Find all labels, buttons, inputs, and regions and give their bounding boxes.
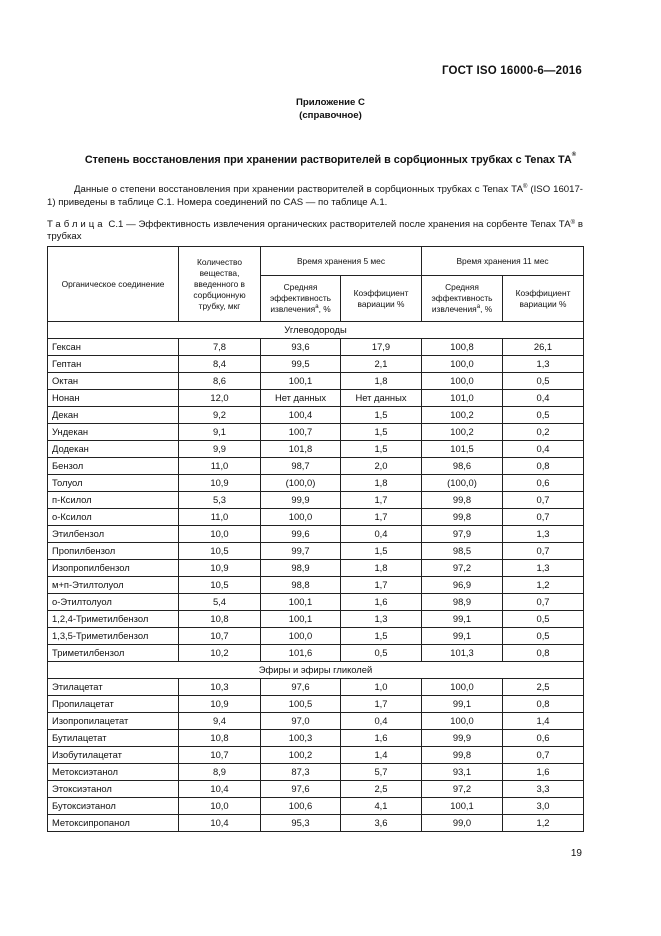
mean-efficiency-11-cell: 96,9 <box>422 577 503 594</box>
cv-11-cell: 0,7 <box>503 492 584 509</box>
table-row <box>48 407 584 424</box>
table-row <box>48 373 584 390</box>
mean-efficiency-5-cell: 100,7 <box>261 424 341 441</box>
group-row <box>48 322 584 339</box>
cv-5-cell: 1,5 <box>341 424 422 441</box>
mean-efficiency-11-cell: 101,0 <box>422 390 503 407</box>
compound-cell: Бензол <box>48 458 179 475</box>
amount-cell: 10,5 <box>179 543 261 560</box>
cv-11-cell: 1,4 <box>503 713 584 730</box>
header-amount: Количество вещества, введенного в сорбционную трубку, мкг <box>179 247 261 322</box>
cv-11-cell: 0,6 <box>503 730 584 747</box>
amount-cell: 7,8 <box>179 339 261 356</box>
group-heading: Углеводороды <box>48 322 584 339</box>
cv-5-cell: 2,1 <box>341 356 422 373</box>
table-row <box>48 679 584 696</box>
cv-5-cell: 1,0 <box>341 679 422 696</box>
mean-efficiency-5-cell: 101,8 <box>261 441 341 458</box>
cv-11-cell: 0,5 <box>503 407 584 424</box>
cv-5-cell: 1,4 <box>341 747 422 764</box>
table-row <box>48 798 584 815</box>
mean-efficiency-11-cell: 100,0 <box>422 713 503 730</box>
mean-efficiency-11-cell: 99,1 <box>422 696 503 713</box>
mean-efficiency-5-cell: 98,9 <box>261 560 341 577</box>
mean-efficiency-5-cell: 100,3 <box>261 730 341 747</box>
amount-cell: 10,5 <box>179 577 261 594</box>
mean-efficiency-5-cell: 100,5 <box>261 696 341 713</box>
table-row <box>48 696 584 713</box>
amount-cell: 10,4 <box>179 815 261 832</box>
cv-5-cell: 17,9 <box>341 339 422 356</box>
mean-efficiency-11-cell: 98,9 <box>422 594 503 611</box>
cv-11-cell: 0,7 <box>503 594 584 611</box>
amount-cell: 5,3 <box>179 492 261 509</box>
amount-cell: 9,4 <box>179 713 261 730</box>
table-row <box>48 645 584 662</box>
cv-5-cell: 1,7 <box>341 696 422 713</box>
mean-efficiency-5-cell: 99,5 <box>261 356 341 373</box>
compound-cell: Изопропилацетат <box>48 713 179 730</box>
intro-paragraph: Данные о степени восстановления при хранении растворителей в сорбционных трубках с Tenax ТА® (ISO 16017-1) приведены в таблице С.1. Номера соединений по CAS — по таблице А.1. <box>47 184 583 208</box>
compound-cell: 1,2,4-Триметилбензол <box>48 611 179 628</box>
mean-efficiency-5-cell: 100,6 <box>261 798 341 815</box>
compound-cell: Пропилацетат <box>48 696 179 713</box>
cv-11-cell: 1,6 <box>503 764 584 781</box>
table-row <box>48 628 584 645</box>
mean-efficiency-11-cell: (100,0) <box>422 475 503 492</box>
compound-cell: Нонан <box>48 390 179 407</box>
cv-5-cell: 0,4 <box>341 713 422 730</box>
amount-cell: 10,8 <box>179 611 261 628</box>
cv-5-cell: 2,5 <box>341 781 422 798</box>
amount-cell: 10,7 <box>179 628 261 645</box>
mean-efficiency-5-cell: 93,6 <box>261 339 341 356</box>
mean-efficiency-5-cell: 101,6 <box>261 645 341 662</box>
compound-cell: Гексан <box>48 339 179 356</box>
mean-efficiency-5-cell: 99,9 <box>261 492 341 509</box>
mean-efficiency-5-cell: 97,0 <box>261 713 341 730</box>
compound-cell: Пропилбензол <box>48 543 179 560</box>
cv-11-cell: 0,7 <box>503 543 584 560</box>
mean-efficiency-5-cell: 100,0 <box>261 628 341 645</box>
cv-11-cell: 1,3 <box>503 560 584 577</box>
mean-efficiency-11-cell: 101,5 <box>422 441 503 458</box>
cv-5-cell: 1,8 <box>341 475 422 492</box>
amount-cell: 5,4 <box>179 594 261 611</box>
cv-5-cell: 1,5 <box>341 628 422 645</box>
amount-cell: 10,8 <box>179 730 261 747</box>
table-row <box>48 509 584 526</box>
amount-cell: 8,9 <box>179 764 261 781</box>
table-row <box>48 611 584 628</box>
cv-5-cell: Нет данных <box>341 390 422 407</box>
header-cv-11: Коэффициент вариации % <box>503 276 584 322</box>
header-cv-5: Коэффициент вариации % <box>341 276 422 322</box>
mean-efficiency-11-cell: 101,3 <box>422 645 503 662</box>
cv-11-cell: 1,3 <box>503 526 584 543</box>
mean-efficiency-11-cell: 98,6 <box>422 458 503 475</box>
mean-efficiency-5-cell: 99,6 <box>261 526 341 543</box>
cv-11-cell: 1,3 <box>503 356 584 373</box>
compound-cell: п-Ксилол <box>48 492 179 509</box>
amount-cell: 10,3 <box>179 679 261 696</box>
mean-efficiency-11-cell: 97,9 <box>422 526 503 543</box>
mean-efficiency-5-cell: 98,8 <box>261 577 341 594</box>
cv-5-cell: 3,6 <box>341 815 422 832</box>
mean-efficiency-5-cell: 98,7 <box>261 458 341 475</box>
compound-cell: Бутоксиэтанол <box>48 798 179 815</box>
table-row <box>48 492 584 509</box>
mean-efficiency-5-cell: 100,1 <box>261 611 341 628</box>
cv-11-cell: 0,8 <box>503 645 584 662</box>
mean-efficiency-5-cell: 100,4 <box>261 407 341 424</box>
mean-efficiency-5-cell: Нет данных <box>261 390 341 407</box>
mean-efficiency-5-cell: 99,7 <box>261 543 341 560</box>
mean-efficiency-11-cell: 93,1 <box>422 764 503 781</box>
cv-5-cell: 0,4 <box>341 526 422 543</box>
header-mean-efficiency-11: Средняя эффективность извлечения$^а$, % <box>422 276 503 322</box>
group-heading: Эфиры и эфиры гликолей <box>48 662 584 679</box>
amount-cell: 11,0 <box>179 509 261 526</box>
compound-cell: Декан <box>48 407 179 424</box>
compound-cell: Этилбензол <box>48 526 179 543</box>
table-row <box>48 339 584 356</box>
table-row <box>48 577 584 594</box>
mean-efficiency-11-cell: 99,1 <box>422 628 503 645</box>
table-row <box>48 475 584 492</box>
table-row <box>48 594 584 611</box>
table-row <box>48 526 584 543</box>
mean-efficiency-11-cell: 99,8 <box>422 509 503 526</box>
compound-cell: Толуол <box>48 475 179 492</box>
amount-cell: 10,2 <box>179 645 261 662</box>
mean-efficiency-5-cell: 100,1 <box>261 594 341 611</box>
cv-11-cell: 3,3 <box>503 781 584 798</box>
compound-cell: Этоксиэтанол <box>48 781 179 798</box>
compound-cell: о-Этилтолуол <box>48 594 179 611</box>
cv-11-cell: 0,4 <box>503 441 584 458</box>
cv-5-cell: 1,5 <box>341 441 422 458</box>
table-row <box>48 356 584 373</box>
annex-subtitle: (справочное) <box>299 110 362 121</box>
section-title: Степень восстановления при хранении растворителей в сорбционных трубках с Tenax ТА® <box>84 152 577 166</box>
mean-efficiency-11-cell: 99,0 <box>422 815 503 832</box>
amount-cell: 10,7 <box>179 747 261 764</box>
table-row <box>48 458 584 475</box>
mean-efficiency-11-cell: 100,8 <box>422 339 503 356</box>
cv-11-cell: 1,2 <box>503 577 584 594</box>
header-compound: Органическое соединение <box>48 247 179 322</box>
page-number: 19 <box>570 848 582 859</box>
mean-efficiency-11-cell: 100,2 <box>422 424 503 441</box>
cv-11-cell: 1,2 <box>503 815 584 832</box>
cv-11-cell: 0,8 <box>503 696 584 713</box>
cv-5-cell: 1,8 <box>341 560 422 577</box>
cv-5-cell: 1,7 <box>341 577 422 594</box>
mean-efficiency-5-cell: 100,2 <box>261 747 341 764</box>
compound-cell: о-Ксилол <box>48 509 179 526</box>
cv-5-cell: 1,3 <box>341 611 422 628</box>
table-row <box>48 815 584 832</box>
table-caption: Таблица С.1 — Эффективность извлечения органических растворителей после хранения на сорбенте Tenax ТА® в трубках <box>47 219 583 242</box>
annex-title: Приложение С <box>296 97 365 108</box>
cv-5-cell: 1,5 <box>341 407 422 424</box>
cv-11-cell: 0,8 <box>503 458 584 475</box>
table-row <box>48 781 584 798</box>
mean-efficiency-5-cell: 97,6 <box>261 781 341 798</box>
cv-11-cell: 0,7 <box>503 747 584 764</box>
mean-efficiency-5-cell: 87,3 <box>261 764 341 781</box>
amount-cell: 8,6 <box>179 373 261 390</box>
amount-cell: 11,0 <box>179 458 261 475</box>
amount-cell: 10,0 <box>179 798 261 815</box>
mean-efficiency-5-cell: 97,6 <box>261 679 341 696</box>
standard-number: ГОСТ ISO 16000-6—2016 <box>441 65 582 77</box>
amount-cell: 10,9 <box>179 696 261 713</box>
cv-11-cell: 3,0 <box>503 798 584 815</box>
cv-11-cell: 0,5 <box>503 373 584 390</box>
amount-cell: 9,9 <box>179 441 261 458</box>
compound-cell: Октан <box>48 373 179 390</box>
mean-efficiency-11-cell: 100,0 <box>422 356 503 373</box>
compound-cell: Бутилацетат <box>48 730 179 747</box>
cv-11-cell: 0,5 <box>503 611 584 628</box>
recovery-table <box>47 246 584 832</box>
header-mean-efficiency-5: Средняя эффективность извлечения$^а$, % <box>261 276 341 322</box>
group-row <box>48 662 584 679</box>
cv-5-cell: 1,7 <box>341 509 422 526</box>
mean-efficiency-11-cell: 100,1 <box>422 798 503 815</box>
mean-efficiency-5-cell: 95,3 <box>261 815 341 832</box>
compound-cell: Триметилбензол <box>48 645 179 662</box>
mean-efficiency-11-cell: 100,0 <box>422 679 503 696</box>
compound-cell: Изопропилбензол <box>48 560 179 577</box>
cv-11-cell: 2,5 <box>503 679 584 696</box>
mean-efficiency-5-cell: (100,0) <box>261 475 341 492</box>
mean-efficiency-11-cell: 100,0 <box>422 373 503 390</box>
mean-efficiency-5-cell: 100,1 <box>261 373 341 390</box>
cv-5-cell: 1,6 <box>341 594 422 611</box>
cv-5-cell: 1,8 <box>341 373 422 390</box>
compound-cell: Гептан <box>48 356 179 373</box>
cv-5-cell: 1,7 <box>341 492 422 509</box>
mean-efficiency-11-cell: 97,2 <box>422 781 503 798</box>
table-row <box>48 390 584 407</box>
compound-cell: Метоксиэтанол <box>48 764 179 781</box>
cv-11-cell: 0,4 <box>503 390 584 407</box>
table-row <box>48 441 584 458</box>
compound-cell: Изобутилацетат <box>48 747 179 764</box>
cv-11-cell: 26,1 <box>503 339 584 356</box>
cv-5-cell: 1,5 <box>341 543 422 560</box>
mean-efficiency-11-cell: 98,5 <box>422 543 503 560</box>
cv-5-cell: 2,0 <box>341 458 422 475</box>
table-row <box>48 424 584 441</box>
mean-efficiency-11-cell: 99,9 <box>422 730 503 747</box>
amount-cell: 10,9 <box>179 475 261 492</box>
mean-efficiency-11-cell: 99,8 <box>422 492 503 509</box>
amount-cell: 12,0 <box>179 390 261 407</box>
cv-5-cell: 0,5 <box>341 645 422 662</box>
cv-5-cell: 4,1 <box>341 798 422 815</box>
amount-cell: 9,1 <box>179 424 261 441</box>
mean-efficiency-11-cell: 99,1 <box>422 611 503 628</box>
table-row <box>48 543 584 560</box>
cv-5-cell: 5,7 <box>341 764 422 781</box>
table-row <box>48 713 584 730</box>
table-row <box>48 747 584 764</box>
header-period-11: Время хранения 11 мес <box>422 247 584 276</box>
cv-11-cell: 0,7 <box>503 509 584 526</box>
cv-5-cell: 1,6 <box>341 730 422 747</box>
table-row <box>48 560 584 577</box>
amount-cell: 10,4 <box>179 781 261 798</box>
compound-cell: Ундекан <box>48 424 179 441</box>
header-period-5: Время хранения 5 мес <box>261 247 422 276</box>
mean-efficiency-5-cell: 100,0 <box>261 509 341 526</box>
mean-efficiency-11-cell: 97,2 <box>422 560 503 577</box>
compound-cell: Метоксипропанол <box>48 815 179 832</box>
amount-cell: 8,4 <box>179 356 261 373</box>
compound-cell: Додекан <box>48 441 179 458</box>
mean-efficiency-11-cell: 100,2 <box>422 407 503 424</box>
cv-11-cell: 0,6 <box>503 475 584 492</box>
amount-cell: 10,0 <box>179 526 261 543</box>
table-row <box>48 730 584 747</box>
table-body <box>48 322 584 832</box>
amount-cell: 10,9 <box>179 560 261 577</box>
amount-cell: 9,2 <box>179 407 261 424</box>
cv-11-cell: 0,2 <box>503 424 584 441</box>
compound-cell: 1,3,5-Триметилбензол <box>48 628 179 645</box>
compound-cell: Этилацетат <box>48 679 179 696</box>
table-row <box>48 764 584 781</box>
mean-efficiency-11-cell: 99,8 <box>422 747 503 764</box>
cv-11-cell: 0,5 <box>503 628 584 645</box>
compound-cell: м+п-Этилтолуол <box>48 577 179 594</box>
